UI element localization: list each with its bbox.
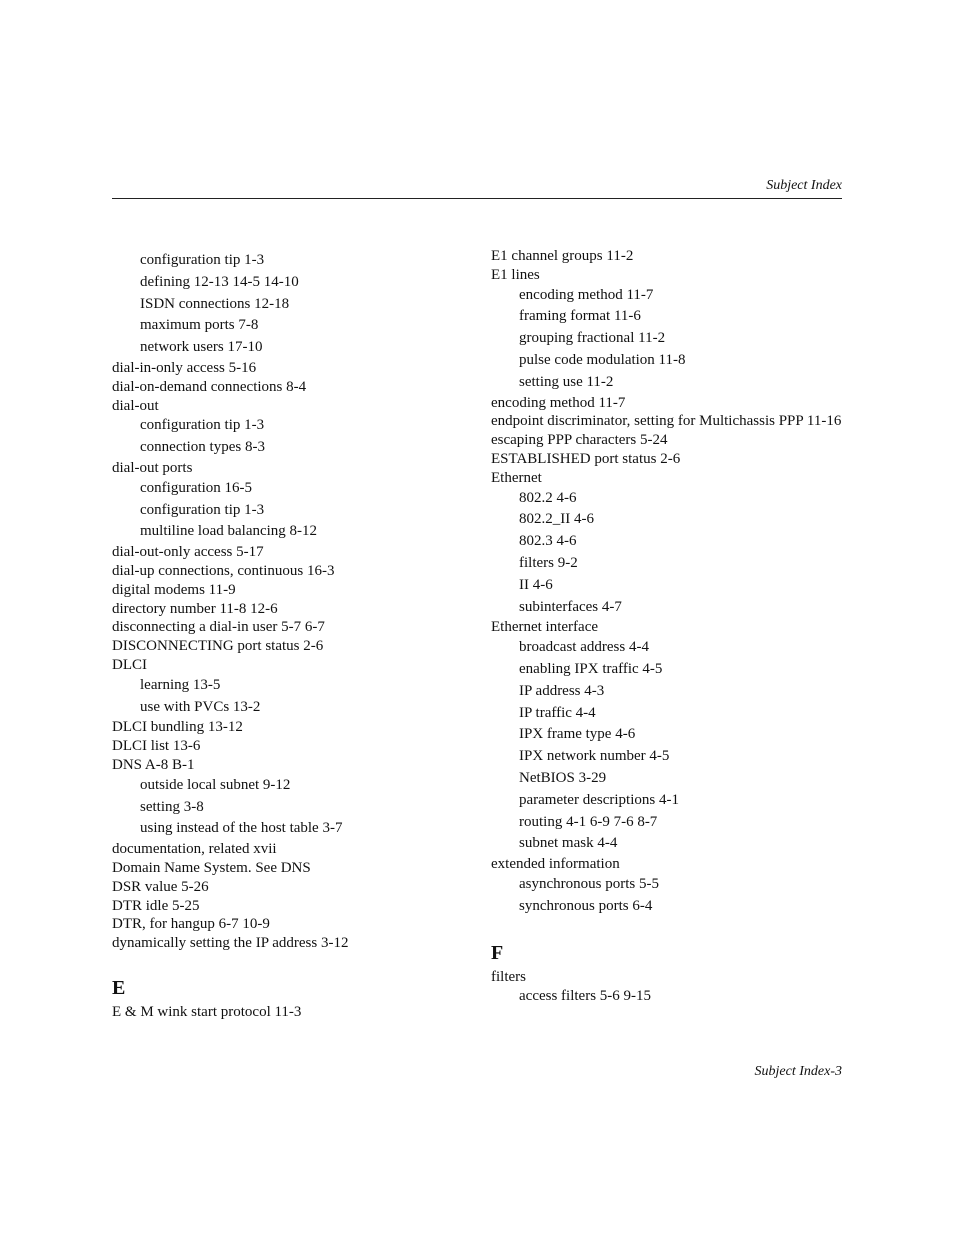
index-subentry: multiline load balancing 8-12 <box>140 523 318 540</box>
index-entry: DLCI <box>112 656 147 673</box>
index-subentry: IPX network number 4-5 <box>519 748 670 765</box>
section-letter-heading: F <box>491 941 504 964</box>
index-subentry: framing format 11-6 <box>519 308 641 325</box>
index-subentry: subinterfaces 4-7 <box>519 598 622 615</box>
index-subentry: asynchronous ports 5-5 <box>519 875 659 892</box>
index-entry: dial-out ports <box>112 459 193 476</box>
index-entry: DLCI list 13-6 <box>112 738 201 755</box>
index-column-left <box>112 250 463 1022</box>
index-subentry: grouping fractional 11-2 <box>519 330 666 347</box>
index-subentry: encoding method 11-7 <box>519 286 654 303</box>
index-entry: DNS A-8 B-1 <box>112 756 195 773</box>
index-entry: Ethernet <box>491 469 542 486</box>
index-entry: DISCONNECTING port status 2-6 <box>112 638 324 655</box>
index-subentry: pulse code modulation 11-8 <box>519 351 686 368</box>
index-subentry: IP address 4-3 <box>519 682 605 699</box>
index-entry: DTR, for hangup 6-7 10-9 <box>112 916 270 933</box>
index-subentry: synchronous ports 6-4 <box>519 897 653 914</box>
index-subentry: defining 12-13 14-5 14-10 <box>140 273 299 290</box>
index-entry: DLCI bundling 13-12 <box>112 719 243 736</box>
index-entry: E & M wink start protocol 11-3 <box>112 1003 302 1020</box>
index-entry: Ethernet interface <box>491 619 599 636</box>
index-entry: E1 channel groups 11-2 <box>491 248 634 264</box>
index-subentry: configuration tip 1-3 <box>140 501 265 518</box>
index-entry: digital modems 11-9 <box>112 581 236 598</box>
index-subentry: IP traffic 4-4 <box>519 704 596 721</box>
index-entry: extended information <box>491 856 620 873</box>
index-entry: DTR idle 5-25 <box>112 897 200 914</box>
index-subentry: configuration tip 1-3 <box>140 417 265 434</box>
index-subentry: configuration 16-5 <box>140 479 253 496</box>
index-entry: DSR value 5-26 <box>112 878 209 895</box>
index-subentry: II 4-6 <box>519 576 553 593</box>
index-subentry: use with PVCs 13-2 <box>140 698 261 715</box>
page-footer-label: Subject Index-3 <box>754 1064 842 1079</box>
section-letter-heading: E <box>112 976 126 999</box>
index-entry: escaping PPP characters 5-24 <box>491 432 668 449</box>
index-subentry: outside local subnet 9-12 <box>140 776 291 793</box>
index-entry: disconnecting a dial-in user 5-7 6-7 <box>112 619 325 636</box>
index-subentry: enabling IPX traffic 4-5 <box>519 660 663 677</box>
index-subentry: setting use 11-2 <box>519 373 614 390</box>
index-subentry: access filters 5-6 9-15 <box>519 988 652 1005</box>
index-subentry: setting 3-8 <box>140 798 204 815</box>
index-subentry: 802.3 4-6 <box>519 533 577 550</box>
index-subentry: maximum ports 7-8 <box>140 317 259 334</box>
index-entry: endpoint discriminator, setting for Multichassis PPP 11-16 <box>491 413 842 430</box>
header-rule <box>112 198 842 199</box>
index-entry: dial-in-only access 5-16 <box>112 359 257 376</box>
index-entry: dial-out <box>112 397 159 414</box>
index-subentry: configuration tip 1-3 <box>140 252 265 268</box>
index-subentry: network users 17-10 <box>140 339 263 356</box>
index-column-right <box>491 247 842 1008</box>
index-subentry: using instead of the host table 3-7 <box>140 820 343 837</box>
index-subentry: IPX frame type 4-6 <box>519 726 636 743</box>
index-subentry: 802.2_II 4-6 <box>519 511 594 528</box>
index-entry: dial-up connections, continuous 16-3 <box>112 562 335 579</box>
index-entry: dial-out-only access 5-17 <box>112 544 264 561</box>
index-entry: documentation, related xvii <box>112 841 277 858</box>
index-entry: directory number 11-8 12-6 <box>112 600 278 617</box>
index-subentry: broadcast address 4-4 <box>519 639 649 656</box>
index-entry: Domain Name System. See DNS <box>112 859 311 876</box>
running-head-title: Subject Index <box>766 178 842 193</box>
index-subentry: connection types 8-3 <box>140 439 265 456</box>
index-subentry: ISDN connections 12-18 <box>140 295 290 312</box>
index-subentry: filters 9-2 <box>519 554 578 571</box>
index-subentry: subnet mask 4-4 <box>519 835 618 852</box>
index-entry: E1 lines <box>491 266 540 283</box>
index-entry: dynamically setting the IP address 3-12 <box>112 935 349 952</box>
index-subentry: 802.2 4-6 <box>519 489 577 506</box>
index-subentry: learning 13-5 <box>140 676 221 693</box>
index-entry: ESTABLISHED port status 2-6 <box>491 450 681 467</box>
index-entry: filters <box>491 968 526 985</box>
index-entry: dial-on-demand connections 8-4 <box>112 378 307 395</box>
index-subentry: NetBIOS 3-29 <box>519 769 607 786</box>
index-subentry: parameter descriptions 4-1 <box>519 791 679 808</box>
index-subentry: routing 4-1 6-9 7-6 8-7 <box>519 813 658 830</box>
index-entry: encoding method 11-7 <box>491 394 626 411</box>
